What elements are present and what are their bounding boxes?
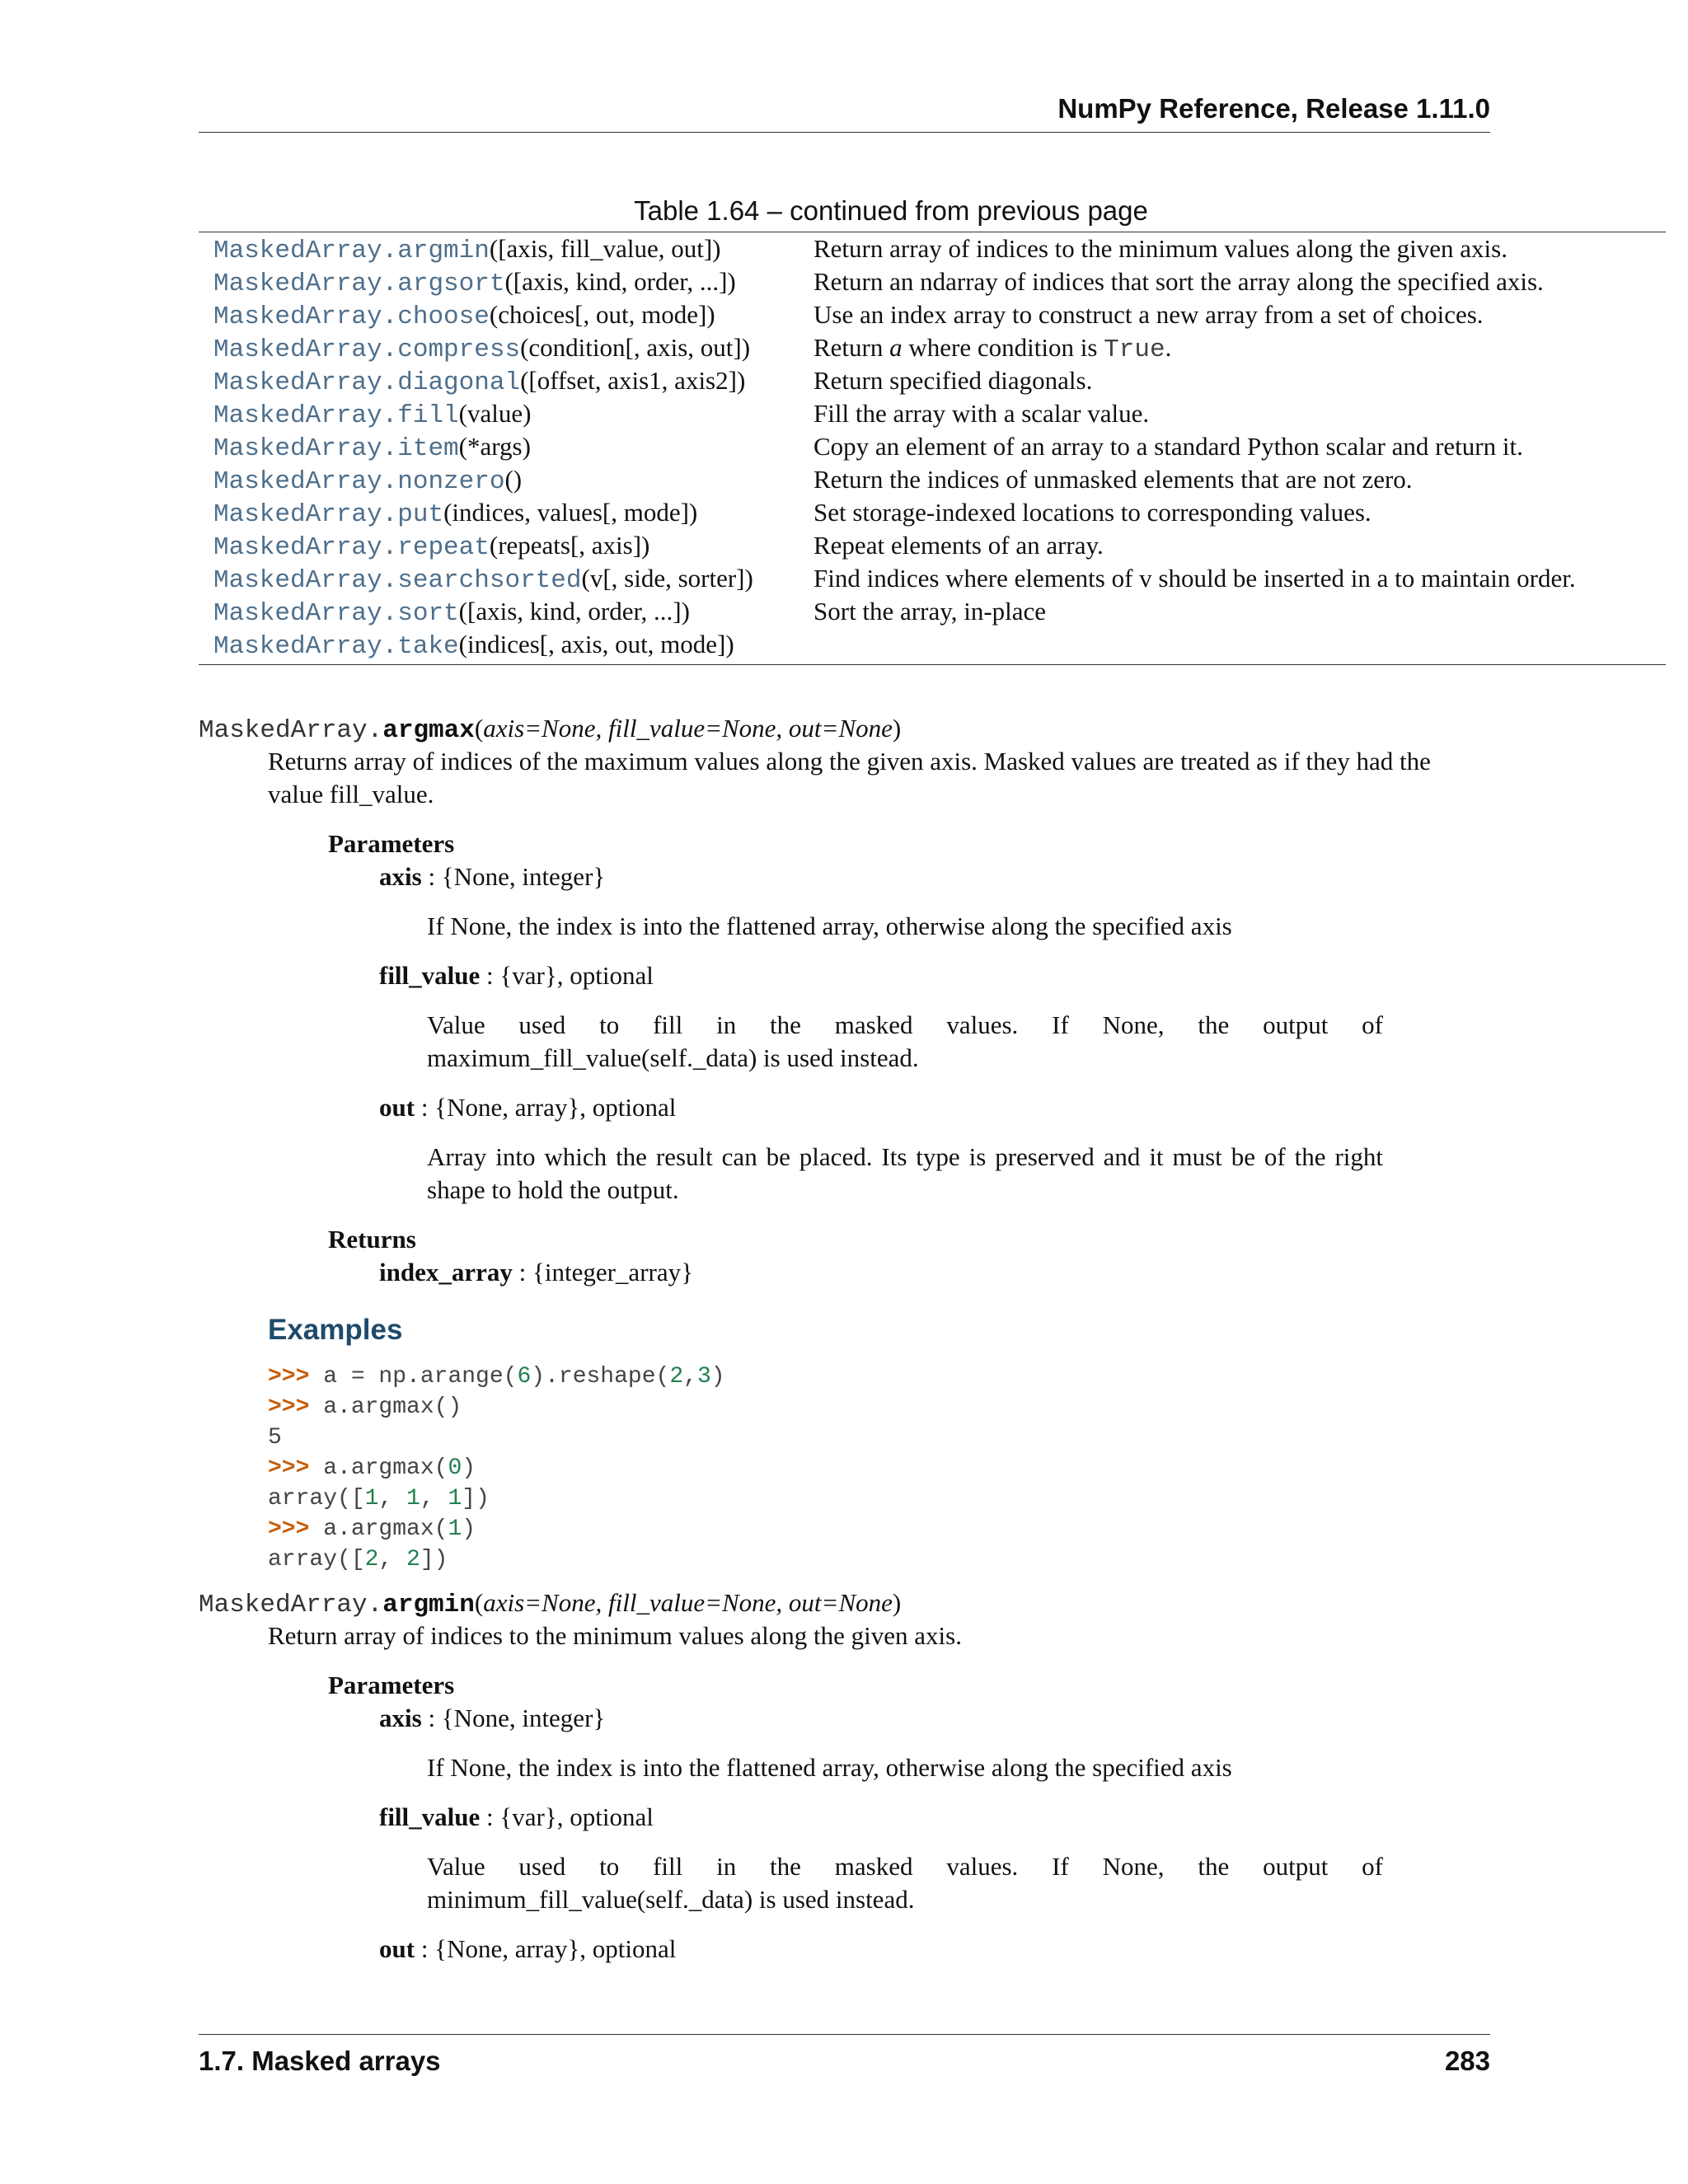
method-class[interactable]: MaskedArray. — [213, 434, 398, 463]
method-name[interactable]: compress — [397, 335, 521, 364]
table-caption: Table 1.64 – continued from previous page — [634, 195, 1148, 226]
method-args: (*args) — [458, 432, 531, 461]
page-footer — [199, 2034, 1490, 2084]
method-class[interactable]: MaskedArray. — [213, 467, 398, 496]
method-description-cell: Set storage-indexed locations to corresponding values. — [814, 498, 1372, 527]
method-args: ([axis, fill_value, out]) — [489, 234, 721, 263]
method-link-diagonal[interactable] — [213, 368, 520, 397]
method-link-take[interactable] — [213, 632, 459, 661]
argmax-param-fill-value: fill_value : {var}, optional — [379, 961, 654, 990]
method-class[interactable]: MaskedArray. — [213, 269, 398, 298]
footer-section: 1.7. Masked arrays — [199, 2046, 441, 2076]
method-name[interactable]: item — [397, 434, 459, 463]
argmax-method: argmax — [382, 716, 475, 745]
method-name[interactable]: put — [397, 500, 444, 529]
method-link-fill[interactable] — [213, 401, 459, 430]
method-args: (indices[, axis, out, mode]) — [458, 630, 734, 658]
argmin-signature: MaskedArray.argmin(axis=None, fill_value=None, out=None) — [199, 1588, 902, 1619]
method-args: (indices, values[, mode]) — [443, 498, 698, 527]
argmax-signature: MaskedArray.argmax(axis=None, fill_value=None, out=None) — [199, 714, 902, 745]
method-name[interactable]: nonzero — [397, 467, 505, 496]
table-row — [199, 430, 1666, 463]
method-signature-cell — [199, 430, 814, 463]
argmax-args: axis=None, fill_value=None, out=None — [483, 714, 893, 743]
table-row — [199, 628, 1666, 661]
code-prompt: >>> — [268, 1516, 310, 1542]
method-args: () — [504, 465, 523, 494]
argmin-method: argmin — [382, 1591, 475, 1619]
argmax-return-index-array: index_array : {integer_array} — [379, 1258, 693, 1286]
table-row — [199, 364, 1666, 397]
argmax-param-axis: axis : {None, integer} — [379, 862, 606, 891]
table-row — [199, 397, 1666, 430]
method-name[interactable]: argsort — [397, 269, 505, 298]
argmin-description: Return array of indices to the minimum values along the given axis. — [268, 1621, 962, 1650]
method-signature-cell — [199, 397, 814, 430]
method-link-compress[interactable] — [213, 335, 520, 364]
argmin-args: axis=None, fill_value=None, out=None — [483, 1588, 893, 1617]
method-description-cell: Return the indices of unmasked elements that are not zero. — [814, 465, 1413, 494]
example-code-block — [268, 1361, 1490, 1575]
code-prompt: >>> — [268, 1455, 310, 1481]
method-name[interactable]: argmin — [397, 237, 490, 265]
method-name[interactable]: choose — [397, 302, 490, 331]
argmax-param-fill-value-desc: Value used to fill in the masked values. If None, the output of maximum_fill_value(self._data) is used instead. — [427, 1010, 1383, 1072]
methods-table — [199, 232, 1666, 665]
desc-literal: True — [1104, 335, 1165, 364]
argmax-returns-title: Returns — [328, 1225, 416, 1254]
method-description-cell: Fill the array with a scalar value. — [814, 399, 1150, 428]
method-name[interactable]: diagonal — [397, 368, 521, 397]
method-class[interactable]: MaskedArray. — [213, 302, 398, 331]
argmin-param-fill-value-desc: Value used to fill in the masked values. If None, the output of minimum_fill_value(self._data) is used instead. — [427, 1852, 1383, 1914]
method-link-argmin[interactable] — [213, 237, 490, 265]
method-link-nonzero[interactable] — [213, 467, 504, 496]
method-args: (value) — [458, 399, 532, 428]
method-description-cell: Sort the array, in-place — [814, 597, 1047, 626]
method-class[interactable]: MaskedArray. — [213, 401, 398, 430]
code-line: >>> a = np.arange(6).reshape(2,3) — [268, 1364, 725, 1390]
method-class[interactable]: MaskedArray. — [213, 237, 398, 265]
argmin-param-axis: axis : {None, integer} — [379, 1704, 606, 1732]
method-args: (condition[, axis, out]) — [520, 333, 751, 362]
method-class[interactable]: MaskedArray. — [213, 533, 398, 562]
method-link-repeat[interactable] — [213, 533, 490, 562]
code-line: array([2, 2]) — [268, 1547, 448, 1572]
table-row — [199, 562, 1666, 595]
method-name[interactable]: searchsorted — [397, 566, 582, 595]
argmax-param-axis-desc: If None, the index is into the flattened array, otherwise along the specified axis — [427, 912, 1232, 940]
method-name[interactable]: repeat — [397, 533, 490, 562]
method-signature-cell — [199, 265, 814, 298]
code-line: array([1, 1, 1]) — [268, 1486, 490, 1511]
code-line: >>> a.argmax() — [268, 1394, 462, 1420]
table-row — [199, 463, 1666, 496]
code-line: >>> a.argmax(0) — [268, 1455, 476, 1481]
method-signature-cell — [199, 331, 814, 364]
method-args: (choices[, out, mode]) — [489, 300, 715, 329]
page-header — [199, 89, 1490, 133]
method-name[interactable]: fill — [397, 401, 459, 430]
table-row — [199, 529, 1666, 562]
table-row — [199, 331, 1666, 364]
method-class[interactable]: MaskedArray. — [213, 500, 398, 529]
method-description-cell: Return specified diagonals. — [814, 366, 1093, 395]
code-line: 5 — [268, 1425, 282, 1451]
method-description-cell: Find indices where elements of v should be inserted in a to maintain order. — [814, 564, 1576, 593]
method-signature-cell — [199, 298, 814, 331]
method-description-cell: Repeat elements of an array. — [814, 531, 1104, 560]
desc-param: a — [889, 333, 903, 362]
argmin-param-axis-desc: If None, the index is into the flattened array, otherwise along the specified axis — [427, 1753, 1232, 1782]
table-row — [199, 595, 1666, 628]
table-row — [199, 265, 1666, 298]
method-name[interactable]: sort — [397, 599, 459, 628]
desc-text: Return — [814, 333, 890, 362]
method-description-cell: Return array of indices to the minimum values along the given axis. — [814, 234, 1507, 263]
method-signature-cell — [199, 595, 814, 628]
table-row — [199, 232, 1666, 265]
method-class[interactable]: MaskedArray. — [213, 368, 398, 397]
argmax-class: MaskedArray. — [199, 716, 383, 745]
method-signature-cell — [199, 232, 814, 265]
argmin-params-title: Parameters — [328, 1671, 455, 1699]
method-args: ([axis, kind, order, ...]) — [458, 597, 690, 626]
argmin-param-out: out : {None, array}, optional — [379, 1934, 677, 1963]
desc-text: where condition is — [902, 333, 1104, 362]
code-prompt: >>> — [268, 1394, 310, 1420]
desc-text: . — [1165, 333, 1172, 362]
main-content — [199, 712, 1490, 1966]
method-args: ([axis, kind, order, ...]) — [504, 267, 736, 296]
argmax-params-title: Parameters — [328, 829, 455, 858]
method-link-item[interactable] — [213, 434, 459, 463]
method-description-cell: Return an ndarray of indices that sort the array along the specified axis. — [814, 267, 1544, 296]
argmin-param-fill-value: fill_value : {var}, optional — [379, 1802, 654, 1831]
method-args: (repeats[, axis]) — [489, 531, 650, 560]
argmax-param-out-desc: Array into which the result can be placed. Its type is preserved and it must be of the right shape to hold the output. — [427, 1142, 1383, 1204]
method-link-put[interactable] — [213, 500, 443, 529]
code-prompt: >>> — [268, 1364, 310, 1390]
table-row — [199, 496, 1666, 529]
header-title: NumPy Reference, Release 1.11.0 — [1057, 93, 1490, 124]
method-link-sort[interactable] — [213, 599, 459, 628]
method-signature-cell — [199, 496, 814, 529]
method-signature-cell — [199, 562, 814, 595]
table-row — [199, 298, 1666, 331]
examples-heading: Examples — [268, 1314, 403, 1346]
method-signature-cell — [199, 364, 814, 397]
method-signature-cell — [199, 529, 814, 562]
method-link-choose[interactable] — [213, 302, 490, 331]
method-class[interactable]: MaskedArray. — [213, 632, 398, 661]
argmin-class: MaskedArray. — [199, 1591, 383, 1619]
method-link-searchsorted[interactable] — [213, 566, 582, 595]
method-name[interactable]: take — [397, 632, 459, 661]
argmax-description: Returns array of indices of the maximum values along the given axis. Masked values are treated as if they had the value fill_value. — [268, 747, 1431, 808]
method-description-cell — [814, 331, 1666, 364]
method-signature-cell — [199, 628, 814, 661]
method-class[interactable]: MaskedArray. — [213, 599, 398, 628]
code-line: >>> a.argmax(1) — [268, 1516, 476, 1542]
method-link-argsort[interactable] — [213, 269, 504, 298]
method-args: ([offset, axis1, axis2]) — [520, 366, 746, 395]
method-description-cell: Use an index array to construct a new array from a set of choices. — [814, 300, 1484, 329]
method-description-cell — [814, 628, 1666, 661]
method-class[interactable]: MaskedArray. — [213, 566, 398, 595]
argmax-param-out: out : {None, array}, optional — [379, 1093, 677, 1122]
method-class[interactable]: MaskedArray. — [213, 335, 398, 364]
method-args: (v[, side, sorter]) — [581, 564, 753, 593]
method-description-cell: Copy an element of an array to a standard Python scalar and return it. — [814, 432, 1523, 461]
page-number: 283 — [1444, 2046, 1490, 2076]
method-signature-cell — [199, 463, 814, 496]
